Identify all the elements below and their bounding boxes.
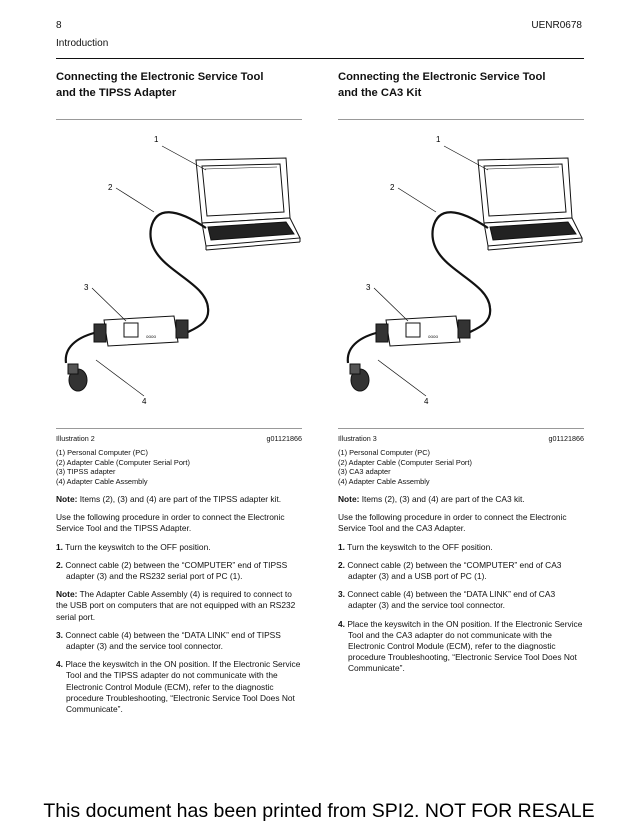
step-number: 4.: [56, 659, 63, 670]
right-title-line2: and the CA3 Kit: [338, 87, 422, 99]
left-title-rule: [56, 119, 302, 120]
left-title-line1: Connecting the Electronic Service Tool: [56, 71, 264, 83]
usb-cable: [432, 212, 490, 333]
step-number: 4.: [338, 618, 345, 629]
legend-item: (1) Personal Computer (PC): [56, 448, 149, 457]
step-number: 1.: [56, 541, 63, 552]
step-text: Connect cable (2) between the “COMPUTER” end of TIPSS adapter (3) and the RS232 serial port of PC (1).: [63, 559, 288, 582]
right-caption-label: Illustration 3: [338, 434, 377, 443]
right-step-3: [338, 589, 584, 611]
callout-1: 1: [154, 135, 159, 144]
right-section-title: [338, 69, 584, 101]
right-step-1: [338, 542, 584, 553]
note-text: Items (2), (3) and (4) are part of the CA3 kit.: [359, 494, 525, 504]
right-illustration: [338, 128, 584, 418]
left-illustration: [56, 128, 302, 418]
step-number: 3.: [56, 629, 63, 640]
left-caption-rule: [56, 428, 302, 429]
right-caption: [338, 434, 584, 443]
note-text: The Adapter Cable Assembly (4) is required to connect to the USB port on computers that are not equipped with an RS232 serial port.: [56, 589, 296, 622]
callout-1: 1: [436, 135, 441, 144]
note-label: Note:: [56, 589, 78, 600]
step-text: Place the keyswitch in the ON position. If the Electronic Service Tool and the TIPSS adapter do not communicate with the Electronic Control Module (ECM), refer to the diagnostic procedure Troubleshooting, “Electronic Service Tool Does Not Communicate”.: [63, 659, 301, 715]
callout-4: 4: [142, 397, 147, 406]
right-caption-ref: g01121866: [548, 434, 584, 443]
legend-item: (3) TIPSS adapter: [56, 467, 116, 477]
legend-item: (1) Personal Computer (PC): [338, 448, 431, 457]
left-step-4: [56, 659, 302, 715]
left-step-1: [56, 542, 302, 553]
step-text: Connect cable (4) between the “DATA LINK” end of CA3 adapter (3) and the service tool connector.: [345, 589, 556, 611]
step-number: 2.: [338, 559, 345, 570]
right-legend: [338, 448, 584, 486]
adapter-cable-assembly: [348, 333, 376, 363]
note-label: Note:: [56, 494, 78, 504]
section-name: Introduction: [56, 38, 109, 49]
tipss-adapter-icon: [94, 316, 188, 346]
legend-item: (4) Adapter Cable Assembly: [56, 476, 148, 486]
callout-2: 2: [390, 183, 395, 192]
right-step-2: [338, 560, 584, 582]
right-intro: Use the following procedure in order to connect the Electronic Service Tool and the CA3 Adapter.: [338, 512, 567, 534]
adapter-cable-assembly: [66, 333, 94, 363]
left-caption-label: Illustration 2: [56, 434, 95, 443]
left-caption: [56, 434, 302, 443]
callout-4: 4: [424, 397, 429, 406]
step-text: Turn the keyswitch to the OFF position.: [345, 541, 493, 552]
note-label: Note:: [338, 494, 360, 504]
svg-text:oooo: oooo: [146, 334, 157, 339]
left-note: [56, 494, 302, 505]
right-note: [338, 494, 584, 505]
connector-icon: [350, 364, 369, 391]
right-step-4: [338, 619, 584, 675]
right-caption-rule: [338, 428, 584, 429]
resale-notice: This document has been printed from SPI2. NOT FOR RESALE: [43, 800, 595, 822]
page-number: 8: [56, 20, 62, 31]
step-text: Connect cable (4) between the “DATA LINK” end of TIPSS adapter (3) and the service tool connector.: [63, 629, 281, 652]
header-rule: [56, 58, 584, 59]
step-number: 2.: [56, 559, 63, 570]
step-number: 3.: [338, 589, 345, 600]
left-intro: Use the following procedure in order to connect the Electronic Service Tool and the TIPSS Adapter.: [56, 512, 285, 534]
left-legend: [56, 448, 302, 486]
callout-3: 3: [366, 283, 371, 292]
left-note-2: [56, 589, 302, 623]
laptop-icon: [478, 158, 582, 250]
document-id: UENR0678: [531, 20, 582, 31]
callout-2: 2: [108, 183, 113, 192]
callout-3: 3: [84, 283, 89, 292]
legend-item: (4) Adapter Cable Assembly: [338, 476, 430, 486]
left-title-line2: and the TIPSS Adapter: [56, 87, 177, 99]
right-body: [338, 494, 584, 682]
right-title-rule: [338, 119, 584, 120]
laptop-icon: [196, 158, 300, 250]
left-step-3: [56, 630, 302, 652]
step-number: 1.: [338, 541, 345, 552]
left-caption-ref: g01121866: [266, 434, 302, 443]
right-title-line1: Connecting the Electronic Service Tool: [338, 71, 546, 83]
step-text: Connect cable (2) between the “COMPUTER” end of CA3 adapter (3) and a USB port of PC (1).: [345, 559, 562, 582]
serial-cable: [150, 212, 208, 333]
left-section-title: [56, 69, 302, 101]
note-text: Items (2), (3) and (4) are part of the TIPSS adapter kit.: [77, 494, 282, 504]
legend-item: (3) CA3 adapter: [338, 467, 391, 477]
connector-icon: [68, 364, 87, 391]
step-text: Turn the keyswitch to the OFF position.: [63, 541, 211, 552]
legend-item: (2) Adapter Cable (Computer Serial Port): [56, 457, 190, 467]
step-text: Place the keyswitch in the ON position. If the Electronic Service Tool and the CA3 adapter do not communicate with the Electronic Control Module (ECM), refer to the diagnostic procedure Troubleshooting, “Electronic Service Tool Does Not Communicate”.: [345, 618, 583, 674]
left-step-2: [56, 560, 302, 582]
legend-item: (2) Adapter Cable (Computer Serial Port): [338, 457, 472, 467]
left-body: [56, 494, 302, 722]
ca3-adapter-icon: [376, 316, 470, 346]
svg-text:oooo: oooo: [428, 334, 439, 339]
